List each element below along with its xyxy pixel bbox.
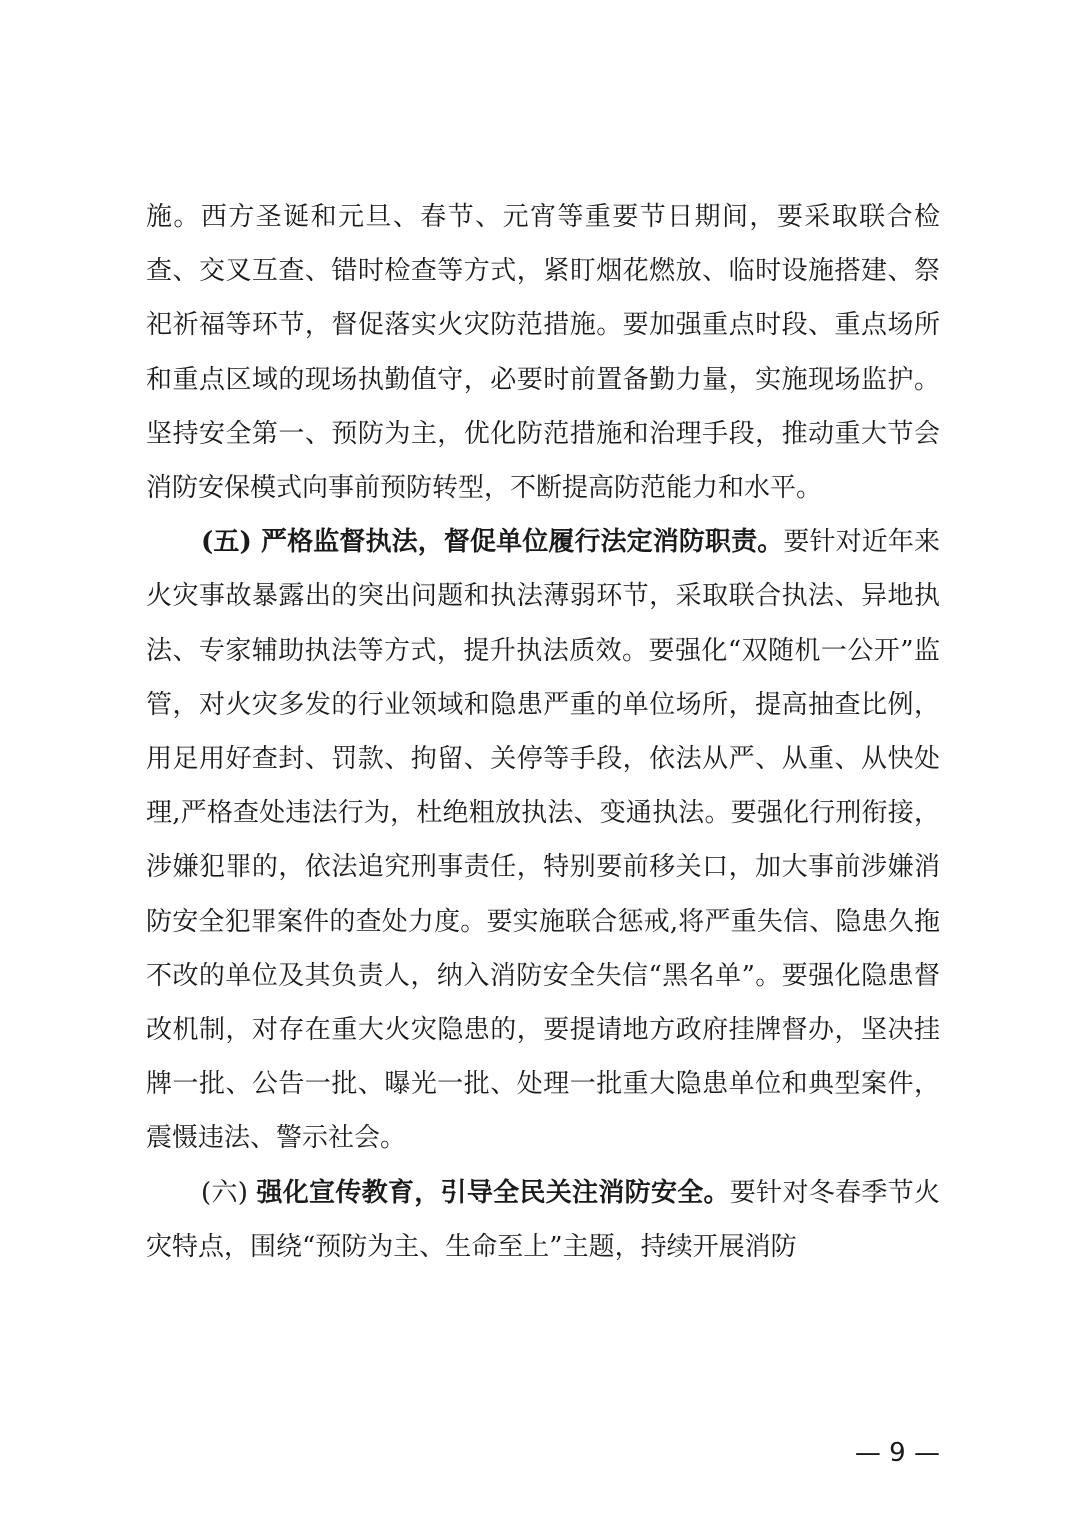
section-5-heading: (五) 严格监督执法，督促单位履行法定消防职责。 [201,527,784,558]
paragraph-section-6 [146,1166,940,1274]
section-6-number: (六) [201,1177,257,1208]
paragraph-continuation [146,190,940,515]
paragraph-text: 要针对冬春季节火灾特点，围绕“预防为主、生命至上”主题，持续开展消防 [146,1177,940,1262]
body-text [146,190,940,1274]
paragraph-text: 要针对近年来火灾事故暴露出的突出问题和执法薄弱环节，采取联合执法、异地执法、专家辅助执法等方式，提升执法质效。要强化“双随机一公开”监管，对火灾多发的行业领域和隐患严重的单位场所，提高抽查比例，用足用好查封、罚款、拘留、关停等手段，依法从严、从重、从快处理,严格查处违法行为，杜绝粗放执法、变通执法。要强化行刑衔接，涉嫌犯罪的，依法追究刑事责任，特别要前移关口，加大事前涉嫌消防安全犯罪案件的查处力度。要实施联合惩戒,将严重失信、隐患久拖不改的单位及其负责人，纳入消防安全失信“黑名单”。要强化隐患督改机制，对存在重大火灾隐患的，要提请地方政府挂牌督办，坚决挂牌一批、公告一批、曝光一批、处理一批重大隐患单位和典型案件，震慑违法、警示社会。 [146,527,940,1154]
paragraph-text: 施。西方圣诞和元旦、春节、元宵等重要节日期间，要采取联合检查、交叉互查、错时检查等方式，紧盯烟花燃放、临时设施搭建、祭祀祈福等环节，督促落实火灾防范措施。要加强重点时段、重点场所和重点区域的现场执勤值守，必要时前置备勤力量，实施现场监护。坚持安全第一、预防为主，优化防范措施和治理手段，推动重大节会消防安保模式向事前预防转型，不断提高防范能力和水平。 [146,202,940,504]
section-6-heading: 强化宣传教育，引导全民关注消防安全。 [256,1177,730,1208]
page-number: — 9 — [854,1438,940,1468]
paragraph-section-5 [146,515,940,1165]
